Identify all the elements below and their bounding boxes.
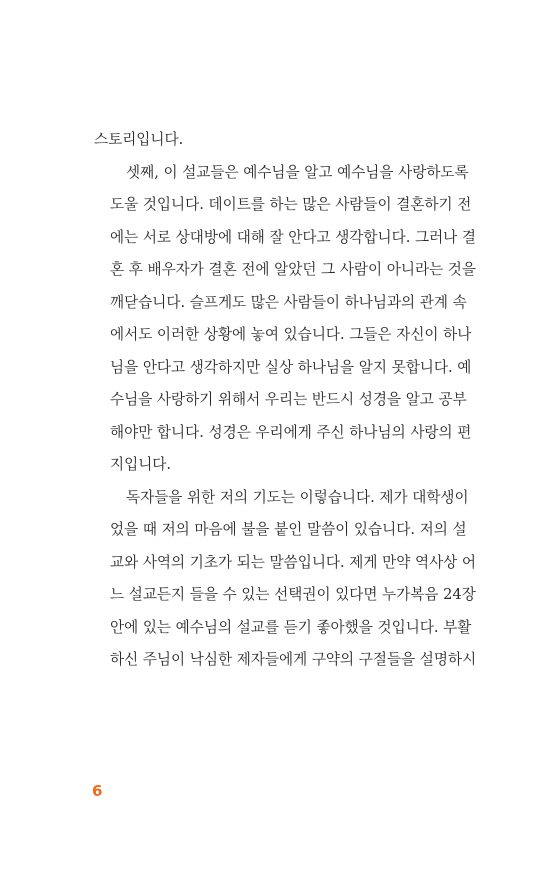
text-line: 안에 있는 예수님의 설교를 듣기 좋아했을 것입니다. 부활 (110, 618, 472, 636)
text-line: 에는 서로 상대방에 대해 잘 안다고 생각합니다. 그러나 결 (110, 228, 476, 246)
text-line: 었을 때 저의 마음에 불을 붙인 말씀이 있습니다. 저의 설 (110, 521, 467, 538)
text-line: 독자들을 위한 저의 기도는 이렇습니다. 제가 대학생이 (126, 488, 469, 506)
text-line: 님을 안다고 생각하지만 실상 하나님을 알지 못합니다. 예 (110, 358, 472, 376)
text-line: 하신 주님이 낙심한 제자들에게 구약의 구절들을 설명하시 (110, 651, 477, 668)
paragraph-2 (94, 157, 476, 482)
text-line: 혼 후 배우자가 결혼 전에 알았던 그 사람이 아니라는 것을 (110, 261, 476, 278)
text-line: 깨닫습니다. 슬프게도 많은 사람들이 하나님과의 관계 속 (110, 293, 467, 311)
text-line: 도울 것입니다. 데이트를 하는 많은 사람들이 결혼하기 전 (110, 196, 472, 213)
text-line: 교와 사역의 기초가 되는 말씀입니다. 제게 만약 역사상 어 (110, 553, 476, 571)
text-line: 스토리입니다. (94, 131, 184, 148)
text-line: 수님을 사랑하기 위해서 우리는 반드시 성경을 알고 공부 (110, 391, 467, 408)
text-line: 느 설교든지 들을 수 있는 선택권이 있다면 누가복음 24장 (110, 586, 476, 603)
text-line: 지입니다. (110, 456, 172, 473)
body-text (94, 124, 477, 677)
text-line: 해야만 합니다. 성경은 우리에게 주신 하나님의 사랑의 편 (110, 423, 472, 441)
text-line: 에서도 이러한 상황에 놓여 있습니다. 그들은 자신이 하나 (110, 326, 472, 343)
paragraph-3 (94, 482, 477, 677)
text-line: 셋째, 이 설교들은 예수님을 알고 예수님을 사랑하도록 (126, 163, 469, 181)
paragraph-1 (94, 124, 450, 157)
page-number: 6 (92, 782, 103, 800)
